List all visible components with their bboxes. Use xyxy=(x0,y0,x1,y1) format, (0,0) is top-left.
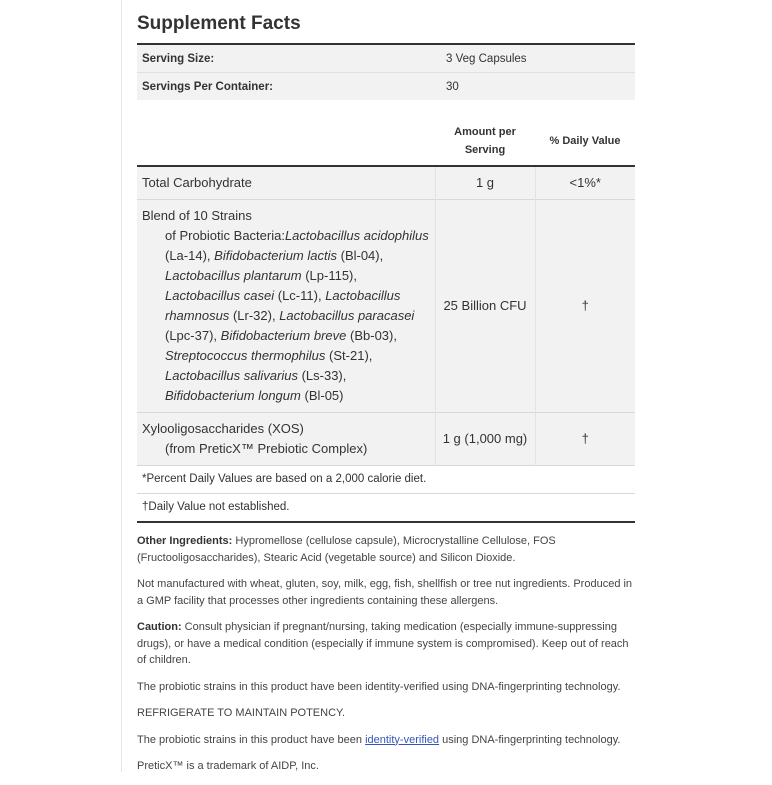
nutrient-name xyxy=(137,200,435,413)
product-info-section xyxy=(137,533,635,785)
caution-text: Consult physician if pregnant/nursing, taking medication (especially immune-suppressing drugs), or have a medical condition (especially if immune system is compromised). Keep out of reach of children. xyxy=(137,621,629,666)
serving-size-label: Serving Size: xyxy=(137,44,441,73)
strain-code: (La-14) xyxy=(165,248,207,263)
strain-code: (Lc-11) xyxy=(277,288,318,303)
dna-verification-paragraph: The probiotic strains in this product have been identity-verified using DNA-fingerprinting technology. xyxy=(137,680,621,693)
serving-size-row xyxy=(137,44,635,73)
strain-species: Lactobacillus paracasei xyxy=(279,308,415,323)
servings-per-container-value: 30 xyxy=(441,73,635,101)
xos-title: Xylooligosaccharides (XOS) xyxy=(142,421,304,436)
nutrient-amount: 25 Billion CFU xyxy=(435,200,535,413)
page-title: Supplement Facts xyxy=(137,13,301,34)
caution-paragraph xyxy=(137,619,635,669)
footnote-dagger: †Daily Value not established. xyxy=(142,501,290,513)
servings-per-container-label: Servings Per Container: xyxy=(137,73,441,101)
nutrient-daily-value: † xyxy=(535,200,635,413)
servings-per-container-row xyxy=(137,73,635,101)
blend-strain-list: of Probiotic Bacteria:Lactobacillus acidophilus (La-14), Bifidobacterium lactis (Bl-04), Lactobacillus plantarum (Lp-115), Lactobacillus casei (Lc-11), Lactobacillus rhamnosus (Lr-32), Lactobacillus paracasei (Lpc-37), Bifidobacterium breve (Bb-03), Streptococcus thermophilus (St-21), Lactobacillus salivarius (Ls-33), Bifidobacterium longum (Bl-05) xyxy=(165,228,429,403)
strain-code: (Lr-32) xyxy=(232,308,272,323)
strain-species: Lactobacillus acidophilus xyxy=(284,228,429,243)
nutrient-name xyxy=(137,413,435,466)
blend-title: Blend of 10 Strains xyxy=(142,208,252,223)
strain-code: (Bl-05) xyxy=(304,388,344,403)
other-ingredients-text: Hypromellose (cellulose capsule), Microcrystalline Cellulose, FOS (Fructooligosaccharides), Stearic Acid (vegetable source) and Silicon Dioxide. xyxy=(137,535,556,564)
trademark-paragraph: PreticX™ is a trademark of AIDP, Inc. xyxy=(137,760,319,772)
nutrient-row-probiotic-blend xyxy=(137,200,635,413)
strain-species: Streptococcus thermophilus xyxy=(165,348,326,363)
nutrient-amount: 1 g (1,000 mg) xyxy=(435,413,535,466)
nutrient-name: Total Carbohydrate xyxy=(137,166,435,200)
header-nutrient-blank xyxy=(137,121,435,166)
allergen-paragraph: Not manufactured with wheat, gluten, soy, milk, egg, fish, shellfish or tree nut ingredients. Produced in a GMP facility that processes other ingredients containing these allergens. xyxy=(137,578,633,607)
nutrient-row-xos xyxy=(137,413,635,466)
nutrient-daily-value: <1%* xyxy=(535,166,635,200)
nutrient-table-header xyxy=(137,121,635,166)
dna-text-after: using DNA-fingerprinting technology. xyxy=(439,733,621,746)
nutrient-amount: 1 g xyxy=(435,166,535,200)
footnote-row-percent xyxy=(137,466,635,494)
other-ingredients-paragraph xyxy=(137,533,635,566)
dna-text-before: The probiotic strains in this product have been xyxy=(137,733,366,746)
page-left-border xyxy=(121,0,122,772)
strain-species: Lactobacillus rhamnosus xyxy=(165,288,401,323)
nutrient-row-total-carbohydrate xyxy=(137,166,635,200)
strain-species: Bifidobacterium lactis xyxy=(214,248,337,263)
caution-label: Caution: xyxy=(137,621,182,633)
strain-code: (Lp-115) xyxy=(305,268,354,283)
strain-code: (Lpc-37) xyxy=(165,328,214,343)
dna-verification-paragraph-linked xyxy=(137,732,635,749)
strain-species: Bifidobacterium longum xyxy=(165,388,301,403)
serving-info-table xyxy=(137,43,635,100)
strain-code: (St-21) xyxy=(329,348,369,363)
identity-verified-link[interactable]: identity-verified xyxy=(365,733,440,746)
serving-size-value: 3 Veg Capsules xyxy=(441,44,635,73)
refrigerate-paragraph: REFRIGERATE TO MAINTAIN POTENCY. xyxy=(137,707,346,719)
nutrient-table xyxy=(137,121,635,523)
strain-code: (Ls-33) xyxy=(301,368,343,383)
header-daily-value: % Daily Value xyxy=(549,135,621,147)
nutrient-daily-value: † xyxy=(535,413,635,466)
strain-species: Lactobacillus salivarius xyxy=(165,368,298,383)
footnote-row-dagger xyxy=(137,494,635,523)
strain-code: (Bb-03) xyxy=(350,328,394,343)
other-ingredients-label: Other Ingredients: xyxy=(137,535,233,547)
footnote-percent-daily-value: *Percent Daily Values are based on a 2,000 calorie diet. xyxy=(142,473,427,485)
xos-source: (from PreticX™ Prebiotic Complex) xyxy=(165,441,368,456)
header-amount-per-serving: Amount per Serving xyxy=(454,126,516,156)
strain-code: (Bl-04) xyxy=(340,248,380,263)
strain-species: Bifidobacterium breve xyxy=(220,328,347,343)
strain-species: Lactobacillus casei xyxy=(165,288,275,303)
strain-species: Lactobacillus plantarum xyxy=(165,268,302,283)
blend-subtitle: of Probiotic Bacteria: xyxy=(165,228,285,243)
